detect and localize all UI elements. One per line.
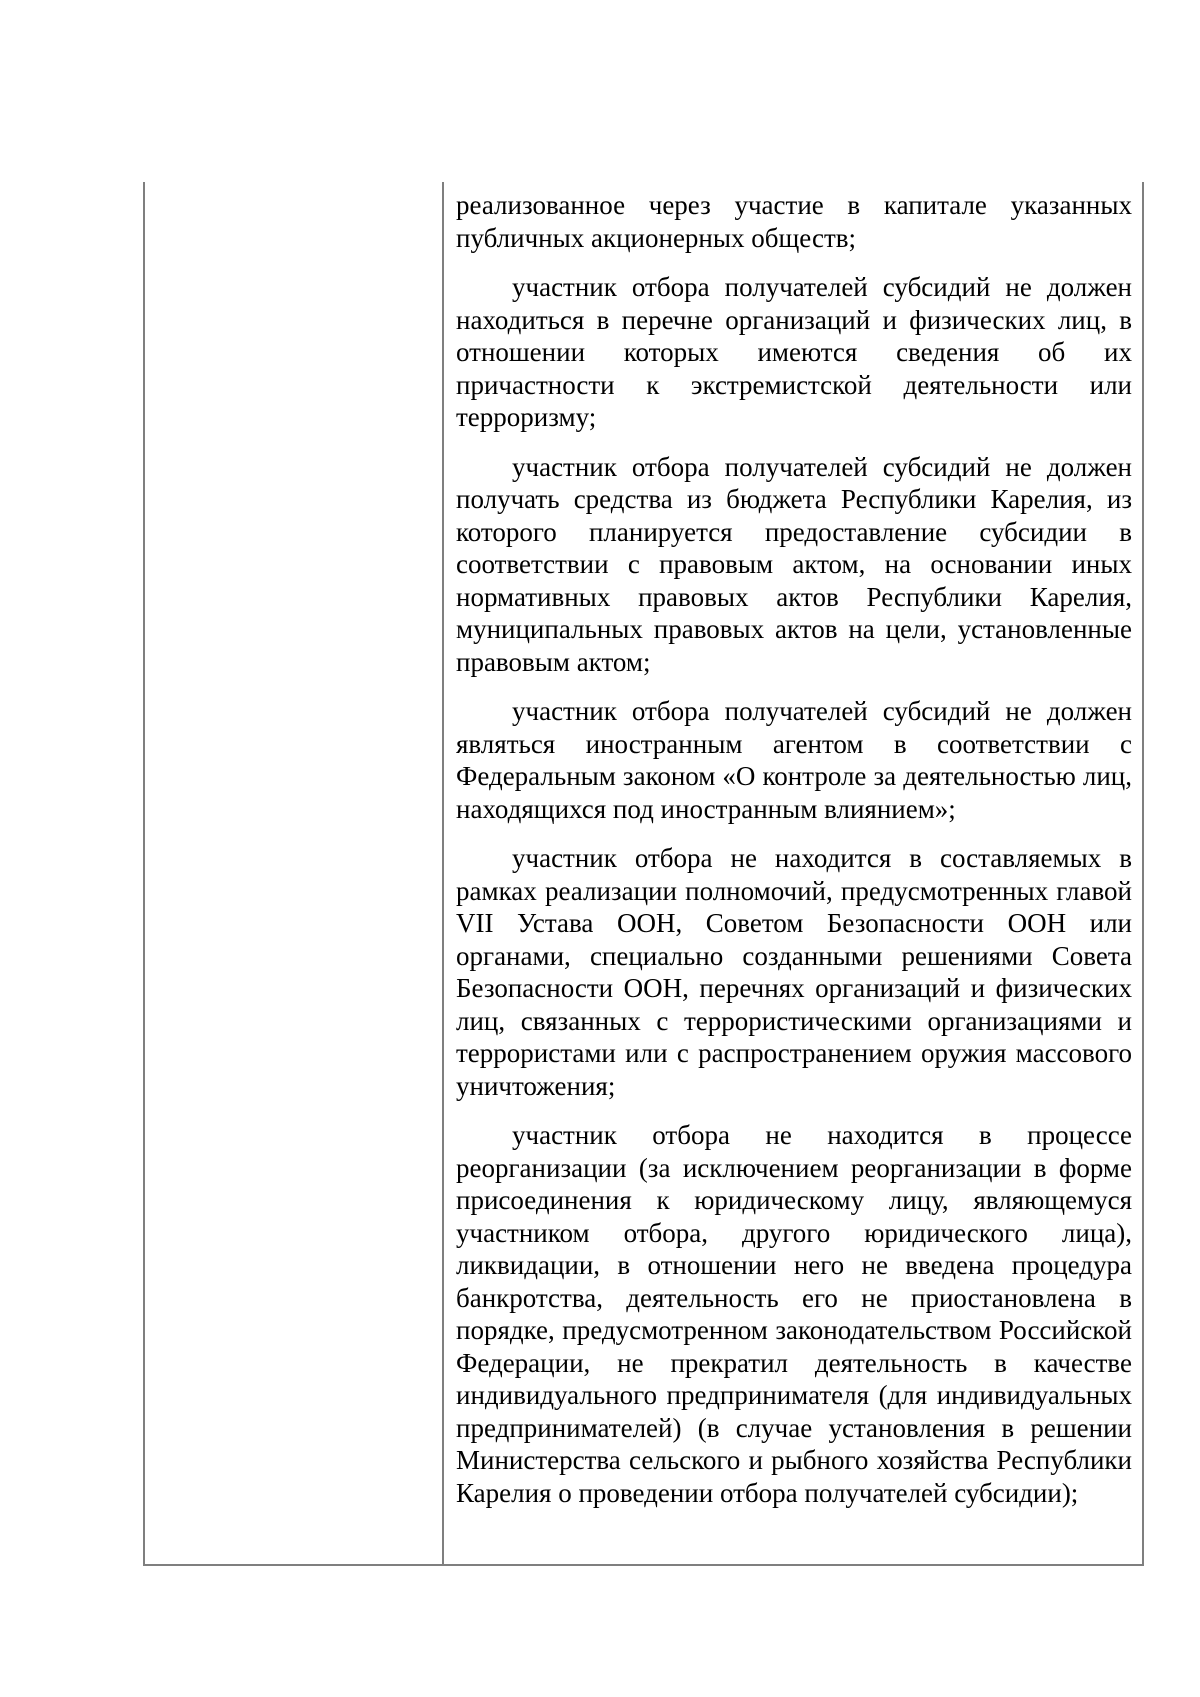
document-table xyxy=(143,182,1144,1566)
table-right-column xyxy=(444,182,1142,1564)
paragraph-un-sanctions: участник отбора не находится в составляемых в рамках реализации полномочий, предусмотренных главой VII Устава ООН, Советом Безопасности ООН или органами, специально созданными решениями Совета Безопасности ООН, перечнях организаций и физических лиц, связанных с террористическими организациями и террористами или с распространением оружия массового уничтожения; xyxy=(456,843,1132,1101)
paragraph-foreign-agent: участник отбора получателей субсидий не должен являться иностранным агентом в соответствии с Федеральным законом «О контроле за деятельностью лиц, находящихся под иностранным влиянием»; xyxy=(456,696,1132,824)
paragraph-budget-funds: участник отбора получателей субсидий не должен получать средства из бюджета Республики Карелия, из которого планируется предоставление субсидии в соответствии с правовым актом, на основании иных нормативных правовых актов Республики Карелия, муниципальных правовых актов на цели, установленные правовым актом; xyxy=(456,451,1132,677)
table-left-column xyxy=(145,182,444,1564)
paragraph-reorganization: участник отбора не находится в процессе реорганизации (за исключением реорганизации в форме присоединения к юридическому лицу, являющемуся участником отбора, другого юридического лица), ликвидации, в отношении него не введена процедура банкротства, деятельность его не приостановлена в порядке, предусмотренном законодательством Российской Федерации, не прекратил деятельность в качестве индивидуального предпринимателя (для индивидуальных предпринимателей) (в случае установления в решении Министерства сельского и рыбного хозяйства Республики Карелия о проведении отбора получателей субсидии); xyxy=(456,1120,1132,1508)
paragraph-extremism: участник отбора получателей субсидий не должен находиться в перечне организаций и физических лиц, в отношении которых имеются сведения об их причастности к экстремистской деятельности или терроризму; xyxy=(456,272,1132,432)
paragraph-continuation: реализованное через участие в капитале указанных публичных акционерных обществ; xyxy=(456,190,1132,253)
